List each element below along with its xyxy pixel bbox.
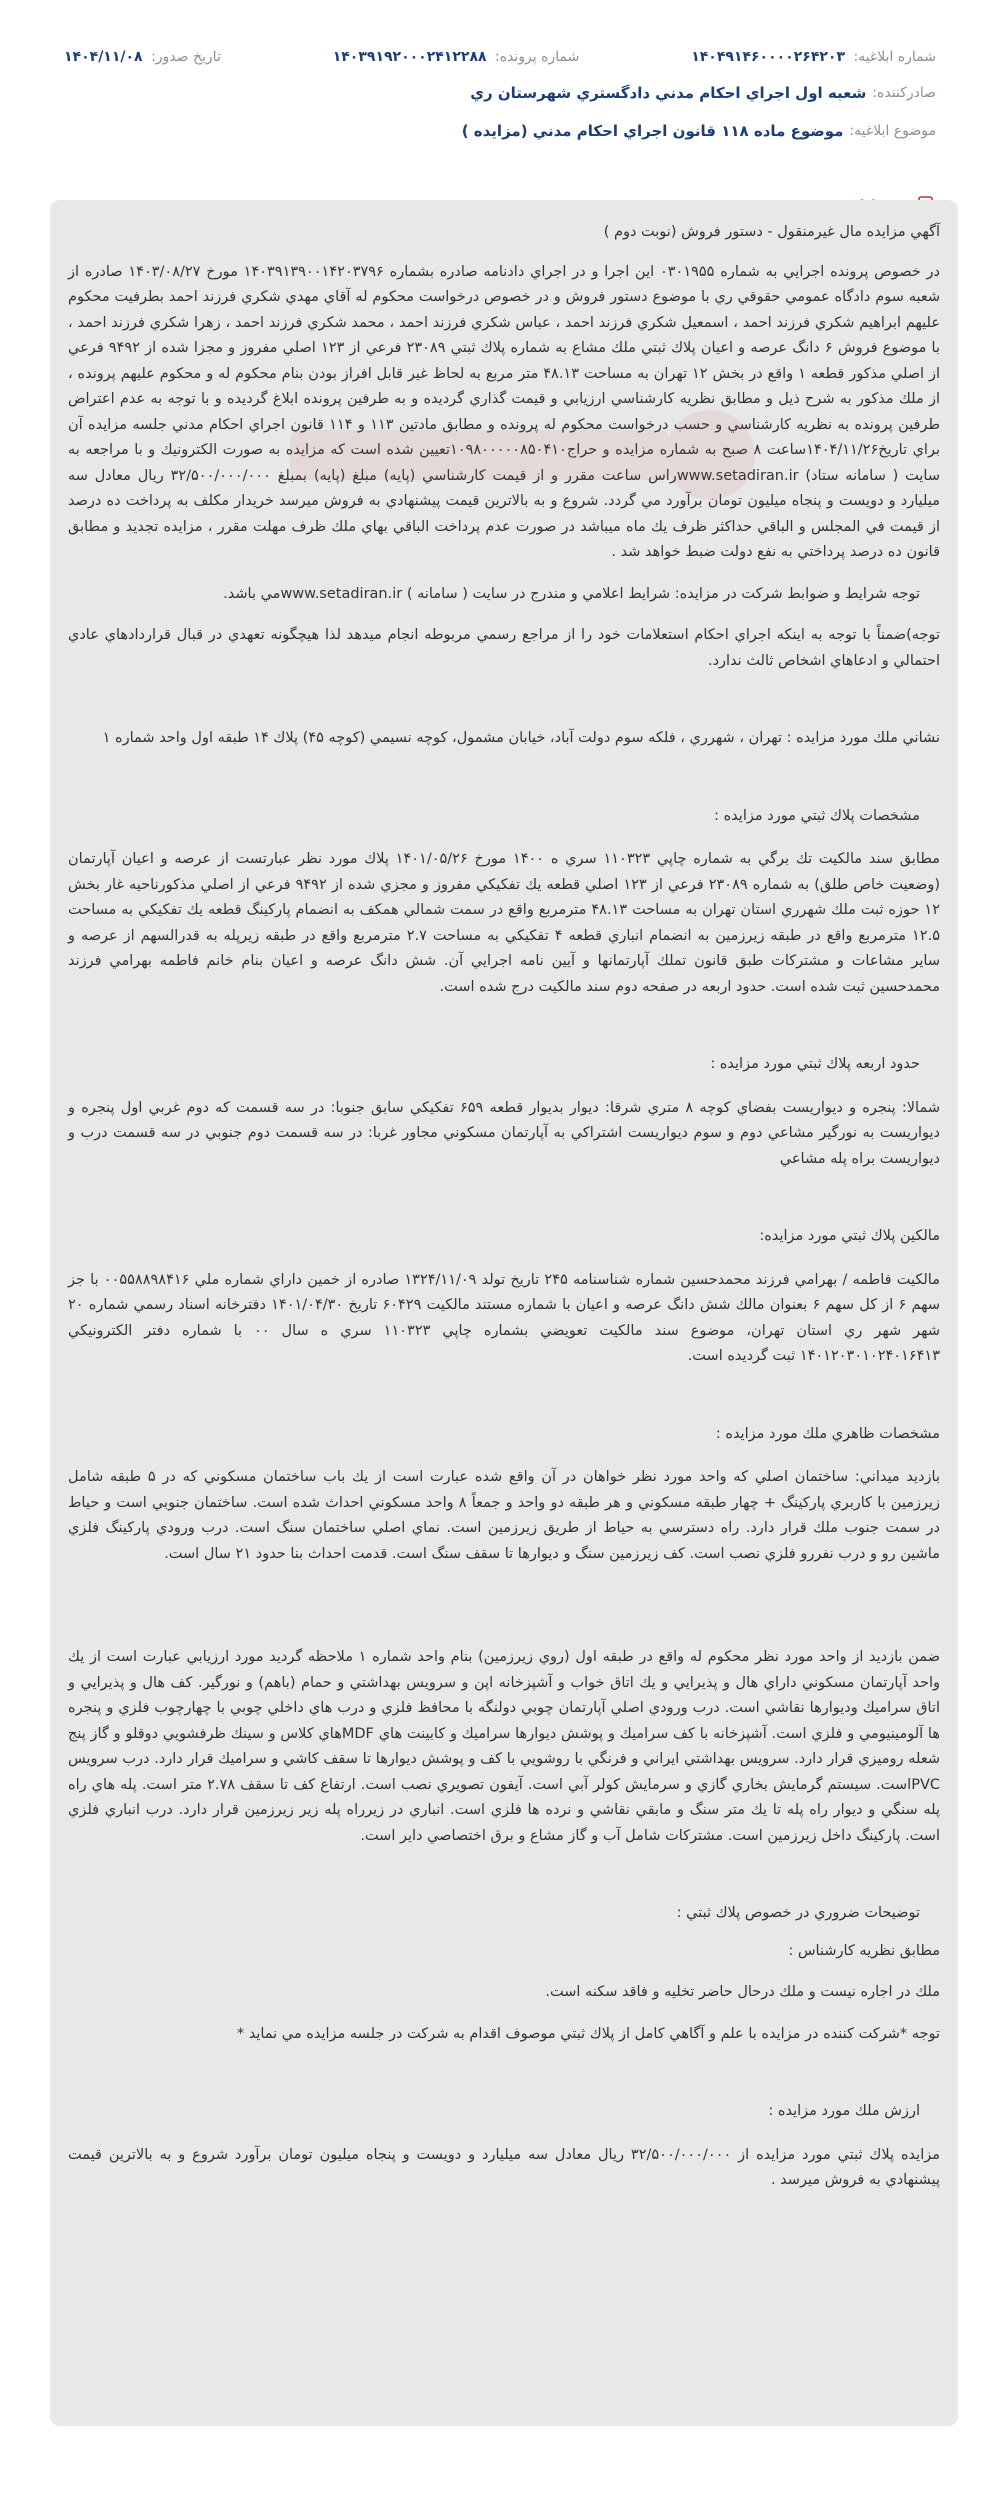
notice-meta-row <box>64 40 936 74</box>
subject-label: موضوع ابلاغيه: <box>849 123 936 139</box>
subject-value: موضوع ماده ۱۱۸ قانون اجراي احكام مدني (مزايده ) <box>461 122 844 140</box>
paragraph-unit-description: ضمن بازديد از واحد مورد نظر محكوم له واقع در طبقه اول (روي زيرزمين) بنام واحد شماره ۱ ملاحظه گرديد مورد ارزيابي عبارت است از يك واحد آپارتمان مسكوني داراي هال و پذيرايي و يك اتاق خواب و آشپزخانه اپن و سرويس بهداشتي و حمام (باهم) و نورگير. كف هال و پذيرايي و اتاق سراميك وديوارها نقاشي است. درب ورودي اصلي آپارتمان چوبي دولنگه با محافظ فلزي و درب هاي داخلي چوبي با چهارچوب فلزي و پنجره ها آلومينيومي و فلزي است. آشپزخانه با كف سراميك و پوشش ديوارها سراميك و كابينت هاي MDFهاي كلاس و سينك ظرفشويي دوقلو و گاز پنج شعله روميزي قرار دارد. سرويس بهداشتي ايراني و فرنگي با روشويي با كف و پوشش ديوارها تا سقف كاشي و سراميك قرار دارد. درب سرويس PVCاست. سيستم گرمايش بخاري گازي و سرمايش كولر آبي است. آيفون تصويري نصب است. ارتفاع كف تا سقف ۲.۷۸ متر است. پله هاي راه پله سنگي و ديوار راه پله تا يك متر سنگ و مابقي نقاشي و نرده ها فلزي است. انباري در زيرراه پله زير زيرزمين قرار دارد. درب انباري فلزي است. پاركينگ داخل زيرزمين است. مشتركات شامل آب و گاز مشاع و برق اختصاصي داير است. <box>68 1649 941 1844</box>
property-address: نشاني ملك مورد مزايده : تهران ، شهرري ، فلكه سوم دولت آباد، خيابان مشمول، كوچه نسيمي (كوچه ۴۵) پلاك ۱۴ طبقه اول واحد شماره ۱ <box>102 730 940 746</box>
paragraph-occupancy: ملك در اجاره نيست و ملك درحال حاضر تخليه و فاقد سكنه است. <box>545 1984 940 2000</box>
paragraph-site-visit: بازديد ميداني: ساختمان اصلي كه واحد مورد نظر خواهان در آن واقع شده عبارت است از يك باب ساختمان مسكوني كه در ۵ طبقه شامل زيرزمين با كاربري پاركينگ + چهار طبقه مسكوني و هر طبقه دو واحد و جمعاً ۸ واحد مسكوني احداث شده است. ساختمان جنوبي است و حياط در سمت جنوب ملك قرار دارد. راه دسترسي به حياط از طريق زيرزمين است. نماي اصلي ساختمان سنگ است. درب ورودي پاركينگ فلزي ماشين رو و درب نفررو فلزي نصب است. كف زيرزمين سنگ و ديوارها تا سقف سنگ است. قدمت احداث بنا حدود ۲۱ سال است. <box>68 1469 941 1562</box>
issue-date-value: ۱۴۰۴/۱۱/۰۸ <box>64 49 143 65</box>
paragraph-value: مزايده پلاك ثبتي مورد مزايده از ۳۲/۵۰۰/۰۰۰/۰۰۰ ريال معادل سه ميليارد و دويست و پنجاه ميليون تومان برآورد شروع و به بالاترين قيمت پيشنهادي به فروش ميرسد . <box>68 2146 940 2188</box>
issuer-value: شعبه اول اجراي احكام مدني دادگستري شهرستان ري <box>470 84 867 102</box>
heading-appearance: مشخصات ظاهري ملك مورد مزايده : <box>715 1425 940 1442</box>
heading-expert-opinion: مطابق نظريه كارشناس : <box>788 1942 940 1959</box>
auction-title: آگهي مزايده مال غيرمنقول - دستور فروش (نوبت دوم ) <box>603 224 940 240</box>
case-number <box>333 49 580 65</box>
paragraph-boundaries: شمالا: پنجره و ديواريست بفضاي كوچه ۸ متري شرقا: ديوار بديوار قطعه ۶۵۹ تفكيكي سابق جنوبا: در سه قسمت كه دوم غربي اول پنجره و ديواريست به نورگير مشاعي دوم و سوم ديواريست اشتراكي به آپارتمان مسكوني مجاور غربا: در سه قسمت دوم جنوبي در سه قسمت درب و ديواريست براه پله مشاعي <box>68 1099 940 1167</box>
paragraph-note: توجه)ضمناً با توجه به اينكه اجراي احكام استعلامات خود را از مراجع رسمي مربوطه انجام ميدهد لذا هيچگونه تعهدي در قبال قراردادهاي عادي احتمالي و ادعاهاي اشخاص ثالث ندارد. <box>68 627 940 669</box>
paragraph-owners: مالكيت فاطمه / بهرامي فرزند محمدحسين شماره شناسنامه ۲۴۵ تاريخ تولد ۱۳۲۴/۱۱/۰۹ صادره از خمين داراي شماره ملي ۰۰۵۵۸۸۹۸۴۱۶ با جز سهم ۶ از كل سهم ۶ بعنوان مالك شش دانگ عرصه و اعيان با شماره مستند مالكيت ۶۰۴۲۹ تاريخ ۱۴۰۱/۰۴/۳۰ دفترخانه اسناد رسمي شماره ۲۰ شهر شهر ري استان تهران، موضوع سند مالكيت تعويضي بشماره چاپي ۱۱۰۳۲۳ سري ه سال ۰۰ با شماره دفتر الكترونيكي ۱۴۰۱۲۰۳۰۱۰۲۴۰۱۶۴۱۳ ثبت گرديده است. <box>68 1271 941 1364</box>
heading-owners: مالكين پلاك ثبتي مورد مزايده: <box>759 1228 940 1244</box>
notice-number-label: شماره ابلاغيه: <box>853 49 936 65</box>
subject-row <box>64 112 936 150</box>
notice-number <box>691 49 936 65</box>
notice-header <box>0 0 1000 150</box>
paragraph-plate-specs: مطابق سند مالكيت تك برگي به شماره چاپي ۱۱۰۳۲۳ سري ه ۱۴۰۰ مورخ ۱۴۰۱/۰۵/۲۶ پلاك مورد نظر عبارتست از عرصه و اعيان آپارتمان (وضعيت خاص طلق) به شماره ۲۳۰۸۹ فرعي از ۱۲۳ اصلي قطعه يك تفكيكي مفروز و مجزي شده از ۹۴۹۲ فرعي از اصلي مذكورناحيه غار بخش ۱۲ حوزه ثبت ملك شهرري استان تهران به مساحت ۴۸.۱۳ مترمربع واقع در سمت شمالي همكف به انضمام پاركينگ قطعه يك تفكيكي به مساحت ۱۲.۵ مترمربع واقع در طبقه زيرزمين به انضمام انباري قطعه ۴ تفكيكي به مساحت ۲.۷ مترمربع واقع در طبقه زيرپله به قدرالسهم از عرصه و ساير مشاعات و مشتركات طبق قانون تملك آپارتمانها و آيين نامه اجرايي آن. شش دانگ عرصه و اعيان بنام خانم فاطمه بهرامي فرزند محمدحسين ثبت شده است. حدود اربعه در صفحه دوم سند مالكيت درج شده است. <box>68 851 941 995</box>
notice-body-panel <box>50 200 958 2426</box>
heading-boundaries: حدود اربعه پلاك ثبتي مورد مزايده : <box>710 1056 920 1072</box>
heading-plate-specs: مشخصات پلاك ثبتي مورد مزايده : <box>714 807 920 824</box>
notice-number-value: ۱۴۰۴۹۱۴۶۰۰۰۰۲۶۴۲۰۳ <box>691 49 845 65</box>
issue-date <box>64 49 221 65</box>
case-number-value: ۱۴۰۳۹۱۹۲۰۰۰۲۴۱۲۲۸۸ <box>332 49 487 65</box>
heading-notes: توضيحات ضروري در خصوص پلاك ثبتي : <box>676 1905 920 1921</box>
heading-value: ارزش ملك مورد مزايده : <box>768 2103 920 2119</box>
paragraph-conditions: توجه شرايط و ضوابط شركت در مزايده: شرايط اعلامي و مندرج در سايت ( سامانه ) www.setadiran.irمي باشد. <box>223 585 920 602</box>
notice-body-text <box>50 200 958 2194</box>
issuer-label: صادرکننده: <box>872 85 936 101</box>
issue-date-label: تاريخ صدور: <box>151 49 221 65</box>
issuer-row <box>64 74 936 112</box>
case-number-label: شماره پرونده: <box>494 49 580 65</box>
paragraph-intro: در خصوص پرونده اجرايي به شماره ۰۳۰۱۹۵۵ اين اجرا و در اجراي دادنامه صادره بشماره ۱۴۰۳۹۱۳۹۰۰۱۴۲۰۳۷۹۶ مورخ ۱۴۰۳/۰۸/۲۷ صادره از شعبه سوم دادگاه عمومي حقوقي ري با موضوع دستور فروش و در خصوص درخواست محکوم له آقاي مهدي شكري فرزند احمد بطرفيت محکوم عليهم ابراهيم شكري فرزند احمد ، اسمعيل شكري فرزند احمد ، عباس شكري فرزند احمد ، محمد شكري فرزند احمد ، زهرا شكري فرزند احمد ، با موضوع فروش ۶ دانگ عرصه و اعيان پلاك ثبتي ملك مشاع به شماره پلاك ثبتي ۲۳۰۸۹ فرعي از ۱۲۳ اصلي مفروز و مجزا شده از ۹۴۹۲ فرعي از اصلي مذكور قطعه ۱ واقع در بخش ۱۲ تهران به مساحت ۴۸.۱۳ متر مربع به لحاظ غير قابل افراز بودن بنام محكوم له و محكوم عليهم پرونده ، از ملك مذكور به شرح ذيل و مطابق نظريه كارشناسي ارزيابي و قيمت گذاري گرديده و به طرفين پرونده ابلاغ گرديده و با توجه به عدم اعتراض طرفين پرونده به نظريه كارشناسي و حسب درخواست محكوم له پرونده و مطابق مادتين ۱۱۳ و ۱۱۴ قانون اجراي احكام مدني جلسه مزايده آن براي تاريخ۱۴۰۴/۱۱/۲۶ساعت ۸ صبح به شماره مزايده و حراج۱۰۹۸۰۰۰۰۰۸۵۰۴۱۰تعيين شده است كه مزايده به صورت الكترونيك و با مراجعه به سايت ( سامانه ستاد) www.setadiran.irراس ساعت مقرر و از قيمت كارشناسي (پايه) مبلغ (پايه) بمبلغ ۳۲/۵۰۰/۰۰۰/۰۰۰ ريال معادل سه ميليارد و دويست و پنجاه ميليون تومان برآورد مي گردد. شروع و به بالاترين قيمت پيشنهادي به فروش ميرسد خريدار مكلف به پرداخت ده درصد از قيمت في المجلس و الباقي حداكثر ظرف يك ماه ميباشد در صورت عدم پرداخت الباقي بهاي ملك ظرف مهلت مقرر ، مزايده تجديد و مطابق قانون ده درصد پرداختي به نفع دولت ضبط خواهد شد . <box>68 263 940 560</box>
paragraph-participant-note: توجه *شركت كننده در مزايده با علم و آگاهي كامل از پلاك ثبتي موصوف اقدام به شركت در جلسه مزايده مي نمايد * <box>236 2025 940 2042</box>
